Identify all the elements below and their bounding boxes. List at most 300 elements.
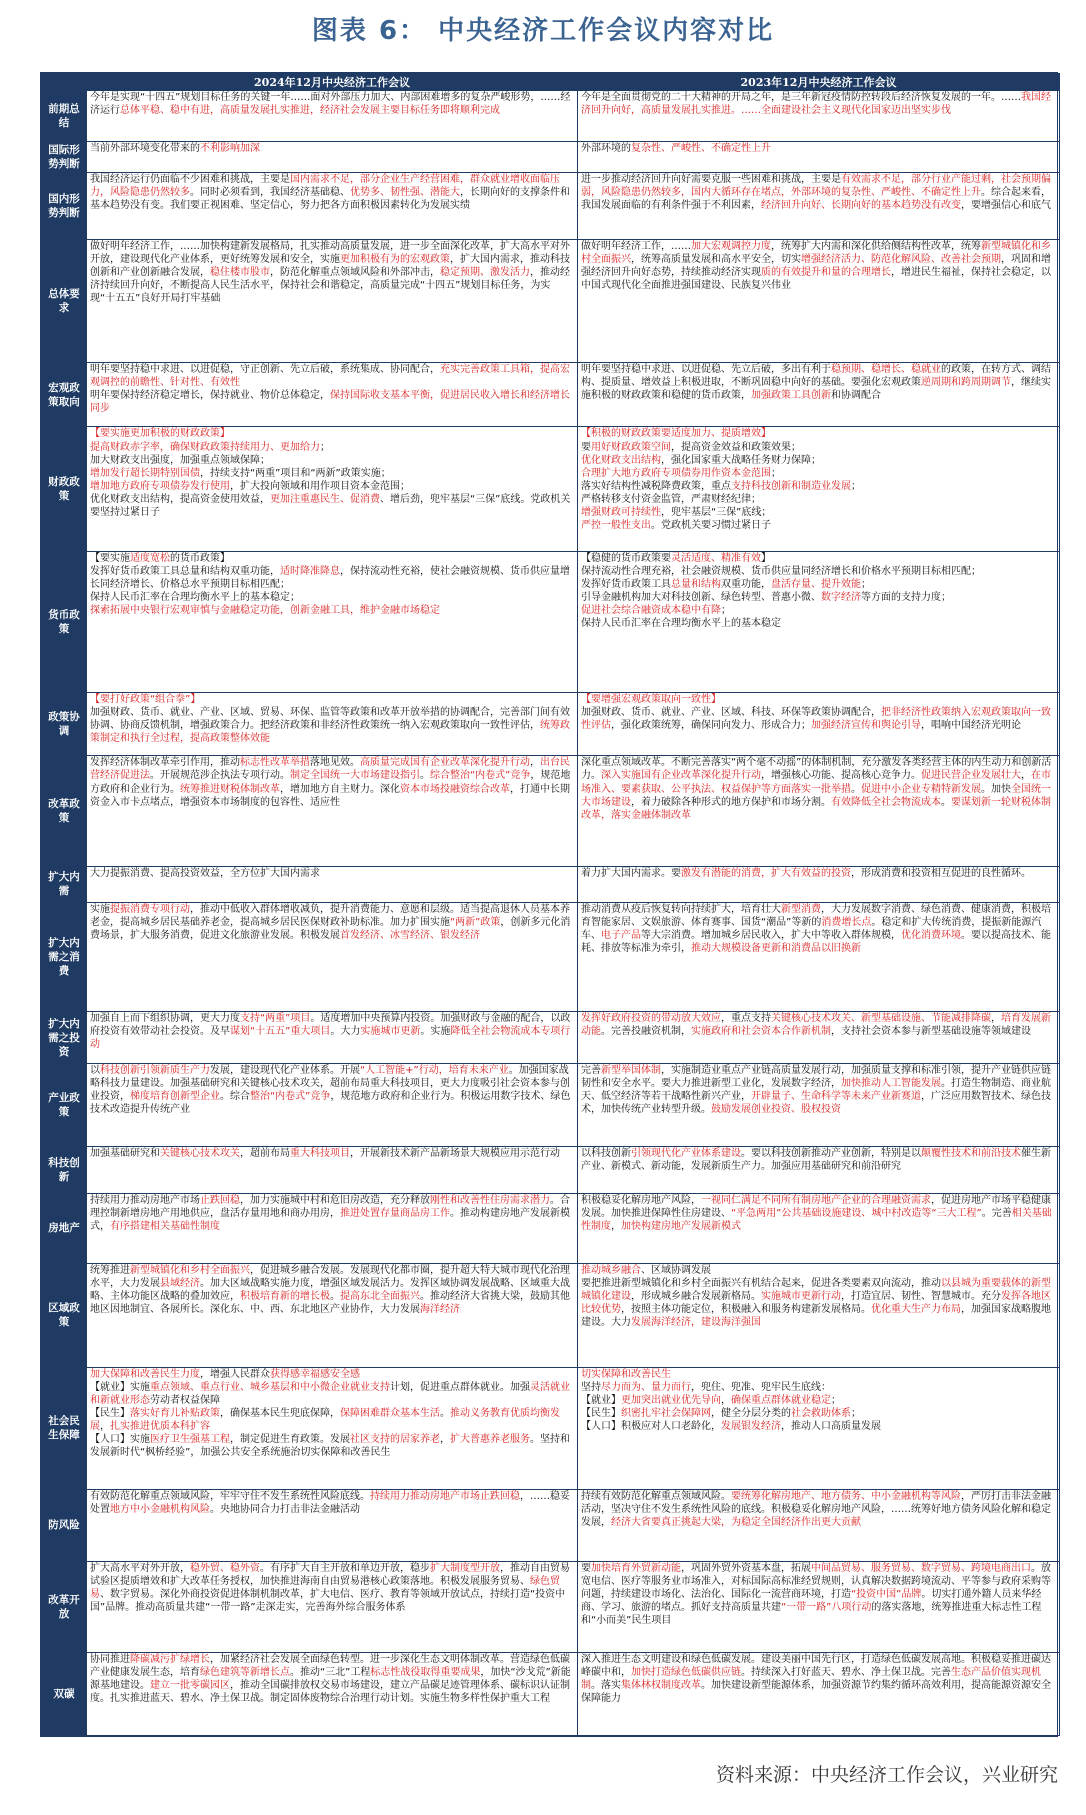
highlighted-text: 盘活存量、提升效能	[771, 578, 861, 590]
cell-2024	[87, 1193, 578, 1263]
text-segment: 推动消费从疫后恢复转向持续扩大，培育壮大	[581, 903, 781, 915]
text-segment: 落地见效。	[310, 757, 360, 769]
row-category: 防风险	[42, 1489, 87, 1561]
text-segment: ，加强国家战略腹地建设。大力	[581, 1303, 1051, 1328]
cell-paragraph	[90, 756, 574, 808]
text-segment: ，持续支持“两重”项目和“两新”政策实施；	[200, 467, 391, 479]
highlighted-text: 稳预期、稳增长、稳就业	[831, 363, 941, 375]
text-segment: 。加快	[981, 783, 1011, 795]
cell-paragraph	[581, 552, 1056, 565]
text-segment: 。综合	[220, 1091, 250, 1103]
highlighted-text: 加快推动人工智能发展	[841, 1078, 941, 1090]
table-row	[42, 1489, 1060, 1561]
cell-paragraph	[90, 1407, 574, 1433]
highlighted-text: 提高东北全面振兴	[340, 1290, 420, 1302]
highlighted-text: 持续用力推动房地产市场止跌回稳	[370, 1490, 520, 1502]
text-segment: 、区域协调发展	[641, 1264, 711, 1276]
cell-2024	[87, 866, 578, 902]
highlighted-text: 发挥好政府投资的带动放大效应	[581, 1013, 721, 1025]
row-category: 政策协调	[42, 692, 87, 756]
text-segment: 以科技创新	[581, 1147, 631, 1159]
text-segment: 当前外部环境变化带来的	[90, 142, 200, 154]
highlighted-text: 重点领域、重点行业、城乡基层和中小微企业就业支持	[150, 1381, 390, 1393]
text-segment: ，巩固外贸外资基本盘，拓展	[681, 1562, 811, 1574]
cell-2024	[87, 1561, 578, 1652]
highlighted-text: 相关基础性制度	[581, 1207, 1052, 1232]
row-category: 总体要求	[42, 239, 87, 362]
text-segment: 。	[440, 1407, 450, 1419]
cell-2023	[578, 427, 1060, 551]
highlighted-text: 稳外贸、稳外资	[190, 1562, 260, 1574]
cell-paragraph	[581, 1264, 1056, 1277]
cell-2024	[87, 756, 578, 866]
table-body	[42, 91, 1060, 1736]
cell-paragraph	[90, 867, 574, 880]
cell-paragraph	[90, 493, 574, 519]
highlighted-text: 加强政策工具创新	[751, 389, 831, 401]
highlighted-text: 止跌回稳	[200, 1194, 240, 1206]
cell-paragraph	[581, 519, 1056, 532]
cell-2024	[87, 1012, 578, 1064]
highlighted-text: 标志性改革举措	[240, 757, 310, 769]
text-segment: 发展，建设现代化产业体系。开展	[210, 1065, 360, 1077]
row-category: 改革政策	[42, 756, 87, 866]
table-row	[42, 902, 1060, 1011]
row-category: 宏观政策取向	[42, 362, 87, 427]
text-segment: 。综合起来看，我国发展面临的有利条件强于不利因素，	[581, 186, 1051, 211]
highlighted-text: 推进处置存量商品房工作	[340, 1207, 450, 1219]
table-row	[42, 362, 1060, 427]
highlighted-text: 实施城市更新	[360, 1026, 421, 1038]
highlighted-text: 提振消费专项行动	[110, 903, 190, 915]
text-segment: 。完善投融资机制，	[601, 1026, 691, 1038]
highlighted-text: 保障困难群众基本生活	[340, 1407, 440, 1419]
table-row	[42, 427, 1060, 551]
cell-paragraph	[90, 427, 574, 440]
text-segment: 。合理控制新增房地产用地供应，盘活存量用地和商办用房，	[90, 1194, 570, 1219]
cell-paragraph	[581, 480, 1056, 493]
highlighted-text: 梯度培育创新型企业	[130, 1091, 220, 1103]
highlighted-text: 合理扩大地方政府专项债券用作资本金范围	[581, 467, 771, 479]
text-segment: 等大宗消费。增加城乡居民收入，扩大中等收入群体规模，	[641, 930, 901, 941]
text-segment: 。央地协同合力打击非法金融活动	[210, 1503, 360, 1515]
cell-paragraph	[581, 173, 1056, 212]
cell-paragraph	[90, 591, 574, 604]
text-segment: 实施	[90, 903, 110, 915]
text-segment: ，强化国家重大战略任务财力保障；	[661, 454, 821, 466]
text-segment: ，大力发展数字消费、绿色消费、健康消费，积极培育智能家居、文娱旅游、体育赛事、国货“潮品”等新的	[581, 903, 1051, 928]
highlighted-text: 社区支持的居家养老	[350, 1434, 440, 1446]
text-segment: 。加强国家战略科技力量建设。加强基础研究和关键核心技术攻关，超前布局重大科技项目，更大力度吸引社会资本参与创业投资，	[90, 1065, 570, 1103]
highlighted-text: 开辟量子、生命科学等未来产业新赛道	[751, 1091, 921, 1103]
row-category: 扩大内需之消费	[42, 902, 87, 1011]
text-segment: ，加紧经济社会发展全面绿色转型。进一步深化生态文明体制改革。营造绿色低碳产业健康发展生态，培育	[90, 1654, 570, 1679]
highlighted-text: 以县城为重要载体的新型城镇化建设	[581, 1277, 1051, 1302]
highlighted-text: 质的有效提升和量的合理增长	[761, 266, 891, 278]
highlighted-text: 保持国际收支基本平衡，促进居民收入增长和经济增长同步	[90, 389, 570, 414]
text-segment: 发挥好货币政策工具总量和结构双重功能，	[90, 565, 280, 577]
text-segment: ，重点支持	[721, 1013, 771, 1025]
text-segment: 发挥好货币政策工具	[581, 578, 671, 590]
text-segment: ，	[721, 1394, 731, 1406]
cell-2023	[578, 1653, 1060, 1736]
highlighted-text: 灵活就业和新就业形态	[90, 1381, 570, 1406]
table-row	[42, 1367, 1060, 1489]
highlighted-text: 资本市场投融资综合改革	[400, 783, 510, 795]
cell-paragraph	[90, 604, 574, 617]
cell-paragraph	[581, 617, 1056, 630]
cell-paragraph	[581, 506, 1056, 519]
cell-paragraph	[581, 578, 1056, 591]
text-segment: 的落实落地，统筹推进重大标志性工程和“小而美”民生项目	[581, 1602, 1042, 1627]
text-segment: 。持续深入打好蓝天、碧水、净土保卫战。完善	[741, 1667, 951, 1679]
highlighted-text: 严控一般性支出	[581, 520, 651, 532]
highlighted-text: 用好财政政策空间	[591, 441, 671, 453]
cell-2023	[578, 1489, 1060, 1561]
highlighted-text: 县域经济	[160, 1277, 200, 1289]
cell-paragraph	[581, 693, 1056, 706]
table-row	[42, 1193, 1060, 1263]
text-segment: 。完善	[981, 1207, 1012, 1219]
cell-2023	[578, 1012, 1060, 1064]
text-segment: 统筹推进	[90, 1264, 130, 1276]
cell-paragraph	[90, 693, 574, 706]
table-row	[42, 692, 1060, 756]
text-segment: ，超前布局	[240, 1147, 290, 1159]
highlighted-text: 加强经济宣传和舆论引导	[811, 719, 921, 731]
text-segment: 今年是全面贯彻党的二十大精神的开局之年，是三年新冠疫情防控转段后经济恢复发展的一年。……	[581, 92, 1021, 103]
highlighted-text: “人工智能+”行动，培育未来产业	[360, 1065, 509, 1077]
cell-paragraph	[90, 1264, 574, 1316]
text-segment: ，增加地方自主财力。深化	[280, 783, 400, 795]
text-segment: ，增进民生福祉，保持社会稳定，以中国式现代化全面推进强国建设、民族复兴伟业	[581, 266, 1051, 291]
text-segment: 。	[941, 796, 951, 808]
highlighted-text: 综合整治“内卷式”竞争	[430, 770, 531, 782]
highlighted-text: 增强经济活力、防范化解风险、改善社会预期	[801, 253, 1001, 265]
highlighted-text: 地方中小金融机构风险	[110, 1503, 210, 1515]
highlighted-text: 社会救助体系	[791, 1407, 851, 1419]
highlighted-text: 高质量完成国有企业改革深化提升行动	[360, 757, 530, 769]
highlighted-text: 制定全国统一大市场建设指引	[290, 770, 420, 782]
highlighted-text: 切实保障和改善民生	[581, 1368, 671, 1380]
highlighted-text: 灵活适度、精准有效	[671, 552, 761, 564]
text-segment: 持续用力推动房地产市场	[90, 1194, 200, 1206]
highlighted-text: 推动大规模设备更新和消费品以旧换新	[691, 943, 861, 955]
text-segment: 劳动者权益保障	[150, 1394, 220, 1406]
table-row	[42, 1653, 1060, 1736]
cell-paragraph	[90, 1368, 574, 1381]
text-segment: ，	[530, 757, 540, 769]
cell-2023	[578, 692, 1060, 756]
text-segment: 保持流动性合理充裕，社会融资规模、货币供应量同经济增长和价格水平预期目标相匹配；	[581, 565, 981, 577]
highlighted-text: 绿色建筑等新增长点	[200, 1667, 290, 1679]
highlighted-text: 电子产品	[601, 930, 641, 941]
row-category: 产业政策	[42, 1064, 87, 1147]
text-segment: 明年要坚持稳中求进、以进促稳、先立后破，多出有利于	[581, 363, 831, 375]
text-segment: 深入推进生态文明建设和绿色低碳发展。建设美丽中国先行区，打造绿色低碳发展高地。积极稳妥推进碳达峰碳中和，	[581, 1654, 1051, 1679]
row-category: 扩大内需之投资	[42, 1012, 87, 1064]
cell-paragraph	[581, 1490, 1056, 1529]
text-segment: 。落实	[591, 1680, 621, 1692]
text-segment: ，继续实施积极的财政政策和稳健的货币政策，	[581, 376, 1051, 401]
text-segment: 大力提振消费、提高投资效益，全方位扩大国内需求	[90, 867, 320, 879]
cell-paragraph	[581, 1368, 1056, 1381]
text-segment: ，扩大国内需求，推动科技创新和产业创新融合发展，	[90, 253, 570, 278]
highlighted-text: 【要增强宏观政策取向一致性】	[581, 693, 721, 705]
text-segment: ，提高资金效益和政策效果；	[671, 441, 801, 453]
text-segment: 外部环境的	[581, 142, 631, 154]
cell-paragraph	[581, 1194, 1056, 1233]
text-segment: ，	[100, 1420, 110, 1432]
highlighted-text: 推动义务教育优质均衡发展	[90, 1407, 560, 1432]
text-segment: 。推动经济大省挑大梁，鼓励其他地区因地制宜、各展所长。深化东、中、西、东北地区产业协作，大力发展	[90, 1290, 570, 1315]
cell-2024	[87, 551, 578, 692]
cell-paragraph	[581, 441, 1056, 454]
cell-2023	[578, 172, 1060, 239]
cell-paragraph	[90, 389, 574, 415]
text-segment: 优化财政支出结构，提高资金使用效益，	[90, 493, 270, 505]
highlighted-text: 实施城市更新行动	[761, 1290, 841, 1302]
text-segment: 、增后劲，兜牢基层“三保”底线。党政机关要坚持过紧日子	[90, 493, 571, 518]
highlighted-text: 稳定预期、激发活力	[440, 266, 530, 278]
cell-2024	[87, 172, 578, 239]
row-category: 扩大内需	[42, 866, 87, 902]
text-segment: ，统筹高质量发展和高水平安全，切实	[631, 253, 801, 265]
highlighted-text: 发展银发经济	[721, 1420, 781, 1432]
highlighted-text: 消费增长点	[821, 916, 872, 928]
cell-paragraph	[581, 565, 1056, 578]
highlighted-text: 增加发行超长期特别国债	[90, 467, 200, 479]
cell-paragraph	[581, 591, 1056, 604]
text-segment: 。党政机关要习惯过紧日子	[651, 520, 771, 532]
text-segment: ，开展新技术新产品新场景大规模应用示范行动	[350, 1147, 560, 1159]
text-segment: ，实施制造业重点产业链高质量发展行动，加强质量支撑和标准引领，提升产业链供应链韧性和安全水平。要大力推进新型工业化，发展数字经济，	[581, 1065, 1051, 1090]
cell-2023	[578, 362, 1060, 427]
highlighted-text: 适时降准降息	[280, 565, 340, 577]
cell-2024	[87, 1489, 578, 1561]
cell-2023	[578, 1064, 1060, 1147]
highlighted-text: 充实完善政策工具箱，提高宏观调控的前瞻性、针对性、有效性	[90, 363, 570, 388]
cell-paragraph	[90, 565, 574, 591]
cell-paragraph	[581, 1277, 1056, 1329]
text-segment: ，严厉打击非法金融活动，坚决守住不发生系统性风险的底线。积极稳妥化解房地产风险，……统筹好地方债务风险化解和稳定发展，	[581, 1490, 1051, 1528]
text-segment: ，规范地方政府和企业行为。积极运用数字技术、绿色技术改造提升传统产业	[90, 1091, 571, 1116]
text-segment: ，支持社会资本参与新型基础设施等领域建设	[831, 1026, 1031, 1038]
text-segment: 【民生】	[581, 1407, 621, 1419]
highlighted-text: “平急两用”公共基础设施建设、城中村改造等“三大工程”	[731, 1207, 982, 1219]
row-category: 国内形势判断	[42, 172, 87, 239]
text-segment: 持续有效防范化解重点领域风险。	[581, 1490, 731, 1502]
highlighted-text: 标志性战役取得重要成果	[370, 1667, 481, 1679]
highlighted-text: 更加突出就业优先导向	[621, 1394, 721, 1406]
text-segment: 加强财政、货币、就业、产业、区域、贸易、环保、监管等政策和改革开放举措的协调配合，完善部门间有效协调、协商反馈机制，增强政策合力。把经济政策和非经济性政策统一纳入宏观政策取向一致性评估，	[90, 706, 570, 731]
cell-2024	[87, 239, 578, 362]
text-segment: 要	[581, 1562, 591, 1574]
text-segment: ，广泛应用数智技术、绿色技术，加快传统产业转型升级。	[581, 1091, 1051, 1116]
highlighted-text: 实施政府和社会资本合作新机制	[691, 1026, 831, 1038]
text-segment: 加大财政支出强度，加强重点领域保障；	[90, 454, 270, 466]
comparison-table	[41, 73, 1060, 1736]
text-segment: ，推动经济持续回升向好，不断提高人民生活水平，保持社会和谐稳定，高质量完成“十四五”规划目标任务，为实现“十五五”良好开局打牢基础	[90, 266, 570, 304]
row-category: 财政政策	[42, 427, 87, 551]
cell-paragraph	[90, 454, 574, 467]
cell-paragraph	[90, 363, 574, 389]
cell-2023	[578, 141, 1060, 172]
highlighted-text: 颠覆性技术和前沿技术	[921, 1147, 1021, 1159]
table-row	[42, 551, 1060, 692]
highlighted-text: 织密扎牢社会保障网	[621, 1407, 711, 1419]
highlighted-text: 海洋经济	[420, 1303, 460, 1315]
cell-2024	[87, 692, 578, 756]
text-segment: 等方面的支持力度；	[861, 591, 951, 603]
table-row	[42, 1561, 1060, 1652]
cell-paragraph	[90, 441, 574, 454]
highlighted-text: 经济大省要真正挑起大梁，为稳定全国经济作出更大贡献	[611, 1516, 861, 1528]
text-segment: 保持人民币汇率在合理均衡水平上的基本稳定	[581, 618, 781, 630]
cell-2024	[87, 91, 578, 142]
cell-paragraph	[581, 467, 1056, 480]
highlighted-text: 引领现代化产业体系建设	[631, 1147, 741, 1159]
text-segment: 做好明年经济工作，……	[581, 240, 691, 252]
text-segment: ，唱响中国经济光明论	[921, 719, 1021, 731]
text-segment: 【民生】	[90, 1407, 130, 1419]
header-2024: 2024年12月中央经济工作会议	[87, 74, 578, 91]
table-row	[42, 1064, 1060, 1147]
highlighted-text: 关键核心技术攻关	[160, 1147, 240, 1159]
row-category: 社会民生保障	[42, 1367, 87, 1489]
text-segment: 、数字贸易。深化外商投资促进体制机制改革，扩大电信、医疗、教育等领域开放试点，持续打造“投资中国”品牌。推动高质量共建“一带一路”走深走实，完善海外综合服务体系	[90, 1589, 566, 1614]
highlighted-text: “两新”政策	[450, 916, 501, 928]
text-segment: ，规范地方政府和企业行为。	[90, 770, 571, 795]
cell-paragraph	[581, 1012, 1056, 1038]
cell-paragraph	[90, 1490, 574, 1516]
highlighted-text: 扩大普惠养老服务	[450, 1434, 530, 1446]
cell-paragraph	[581, 363, 1056, 402]
highlighted-text: 我国经济回升向好，高质量发展扎实推进。……全面建设社会主义现代化国家迈出坚实步伐	[581, 92, 1051, 117]
table-row	[42, 91, 1060, 142]
text-segment: 。推动构建房地产发展新模式，	[90, 1207, 570, 1232]
text-segment: ；	[320, 441, 330, 453]
text-segment: 扩大高水平对外开放，	[90, 1562, 190, 1574]
cell-2023	[578, 1193, 1060, 1263]
cell-paragraph	[90, 1381, 574, 1407]
text-segment: ，制定促进生育政策。发展	[230, 1434, 350, 1446]
text-segment: 【人口】积极应对人口老龄化，	[581, 1420, 721, 1432]
text-segment: ，打造宜居、韧性、智慧城市。充分	[841, 1290, 1001, 1302]
highlighted-text: 新型城镇化和乡村全面振兴	[130, 1264, 250, 1276]
text-segment: 以	[90, 1065, 100, 1077]
text-segment: ，促进城乡融合发展。发展现代化都市圈，提升超大特大城市现代化治理水平，大力发展	[90, 1264, 570, 1289]
highlighted-text: 优化重大生产力布局	[871, 1303, 961, 1315]
highlighted-text: 生态产品价值实现机制	[581, 1667, 1041, 1692]
cell-2024	[87, 362, 578, 427]
cell-2023	[578, 551, 1060, 692]
text-segment: ，增强人民群众	[200, 1368, 270, 1380]
text-segment: 。	[851, 783, 861, 795]
highlighted-text: 重大科技项目	[290, 1147, 350, 1159]
row-category: 前期总结	[42, 91, 87, 142]
highlighted-text: 获得感幸福感安全感	[270, 1368, 360, 1380]
text-segment: 。实施	[420, 1026, 451, 1038]
highlighted-text: 鼓励发展创业投资、股权投资	[711, 1104, 841, 1116]
cell-2023	[578, 756, 1060, 866]
highlighted-text: 数字经济	[821, 591, 861, 603]
text-segment: 计划，促进重点群体就业。加强	[390, 1381, 530, 1393]
cell-paragraph	[90, 1562, 574, 1614]
cell-paragraph	[90, 91, 574, 117]
text-segment: 要	[581, 441, 591, 453]
cell-paragraph	[581, 142, 1056, 155]
text-segment: 【要实施	[90, 552, 130, 564]
table-row	[42, 239, 1060, 362]
cell-paragraph	[581, 1381, 1056, 1394]
text-segment: 【就业】	[581, 1394, 621, 1406]
highlighted-text: 有序搭建相关基础性制度	[110, 1220, 220, 1232]
row-category: 双碳	[42, 1653, 87, 1736]
table-row	[42, 1012, 1060, 1064]
text-segment: 的货币政策】	[170, 552, 230, 564]
text-segment: 。打造生物制造、商业航天、低空经济等若干战略性新兴产业，	[581, 1078, 1051, 1103]
cell-paragraph	[581, 240, 1056, 292]
highlighted-text: 总体平稳、稳中有进，高质量发展扎实推进，经济社会发展主要目标任务即将顺利完成	[120, 105, 500, 117]
text-segment: 双重功能，	[721, 578, 771, 590]
cell-paragraph	[90, 1147, 574, 1160]
highlighted-text: 经济回升向好、长期向好的基本趋势没有改变	[761, 199, 961, 211]
cell-2024	[87, 1263, 578, 1367]
highlighted-text: 【要打好政策“组合拳”】	[90, 693, 201, 705]
highlighted-text: 统筹推进财税体制改革	[180, 783, 280, 795]
cell-paragraph	[90, 552, 574, 565]
text-segment: 。坚持和发展新时代“枫桥经验”，加强公共安全系统施治切实保障和改善民生	[90, 1434, 570, 1459]
text-segment: ，确保基本民生兜底保障，	[220, 1407, 340, 1419]
cell-paragraph	[581, 1420, 1056, 1433]
text-segment: ，	[440, 1434, 450, 1446]
highlighted-text: 医疗卫生强基工程	[150, 1434, 230, 1446]
highlighted-text: 提高财政赤字率，确保财政政策持续用力、更加给力	[90, 441, 320, 453]
text-segment: ，加力实施城中村和危旧房改造，充分释放	[240, 1194, 430, 1206]
text-segment: ，扩大投向领域和用作项目资本金范围；	[230, 480, 410, 492]
header-corner	[42, 74, 87, 91]
text-segment: ，要增强信心和底气	[961, 199, 1051, 211]
text-segment: ，加快“沙戈荒”新能源基地建设。	[90, 1667, 571, 1692]
chart-title: 图表 6： 中央经济工作会议内容对比	[311, 16, 775, 46]
cell-paragraph	[581, 1147, 1056, 1173]
highlighted-text: 尽力而为、量力而行	[601, 1381, 691, 1393]
highlighted-text: 优势多、韧性强、潜能大	[350, 186, 460, 198]
text-segment: 加强自上而下组织协调，更大力度	[90, 1013, 240, 1025]
cell-paragraph	[581, 867, 1056, 880]
text-segment: 明年要坚持稳中求进、以进促稳，守正创新、先立后破，系统集成、协同配合，	[90, 363, 440, 375]
text-segment: 。有序扩大自主开放和单边开放，稳步	[260, 1562, 430, 1574]
text-segment: ，巩固和增强经济回升向好态势，持续推动经济实现	[581, 253, 1051, 278]
text-segment: ，统筹扩大内需和深化供给侧结构性改革，统筹	[771, 240, 981, 252]
cell-paragraph	[90, 142, 574, 155]
text-segment: ，形成消费和投资相互促进的良性循环。	[851, 867, 1031, 879]
text-segment: 。加大区域战略实施力度，增强区域发展活力。发挥区域协调发展战略、区域重大战略、主体功能区战略的叠加效应，	[90, 1277, 570, 1302]
text-segment: ，	[611, 1220, 621, 1232]
text-segment: ；	[831, 1394, 841, 1406]
highlighted-text: 落实好育儿补贴政策	[130, 1407, 220, 1419]
cell-paragraph	[90, 1194, 574, 1233]
text-segment: ，增强核心功能、提高核心竞争力。	[761, 770, 921, 782]
row-category: 科技创新	[42, 1146, 87, 1193]
text-segment: ，形成城乡融合发展新格局。	[631, 1290, 761, 1302]
text-segment: ，健全分层分类的	[711, 1407, 791, 1419]
highlighted-text: 降碳减污扩绿增长	[130, 1654, 210, 1666]
text-segment: 。稳定和扩大传统消费，提振新能源汽车、	[581, 916, 1042, 941]
table-row	[42, 1263, 1060, 1367]
header-2023: 2023年12月中央经济工作会议	[578, 74, 1060, 91]
